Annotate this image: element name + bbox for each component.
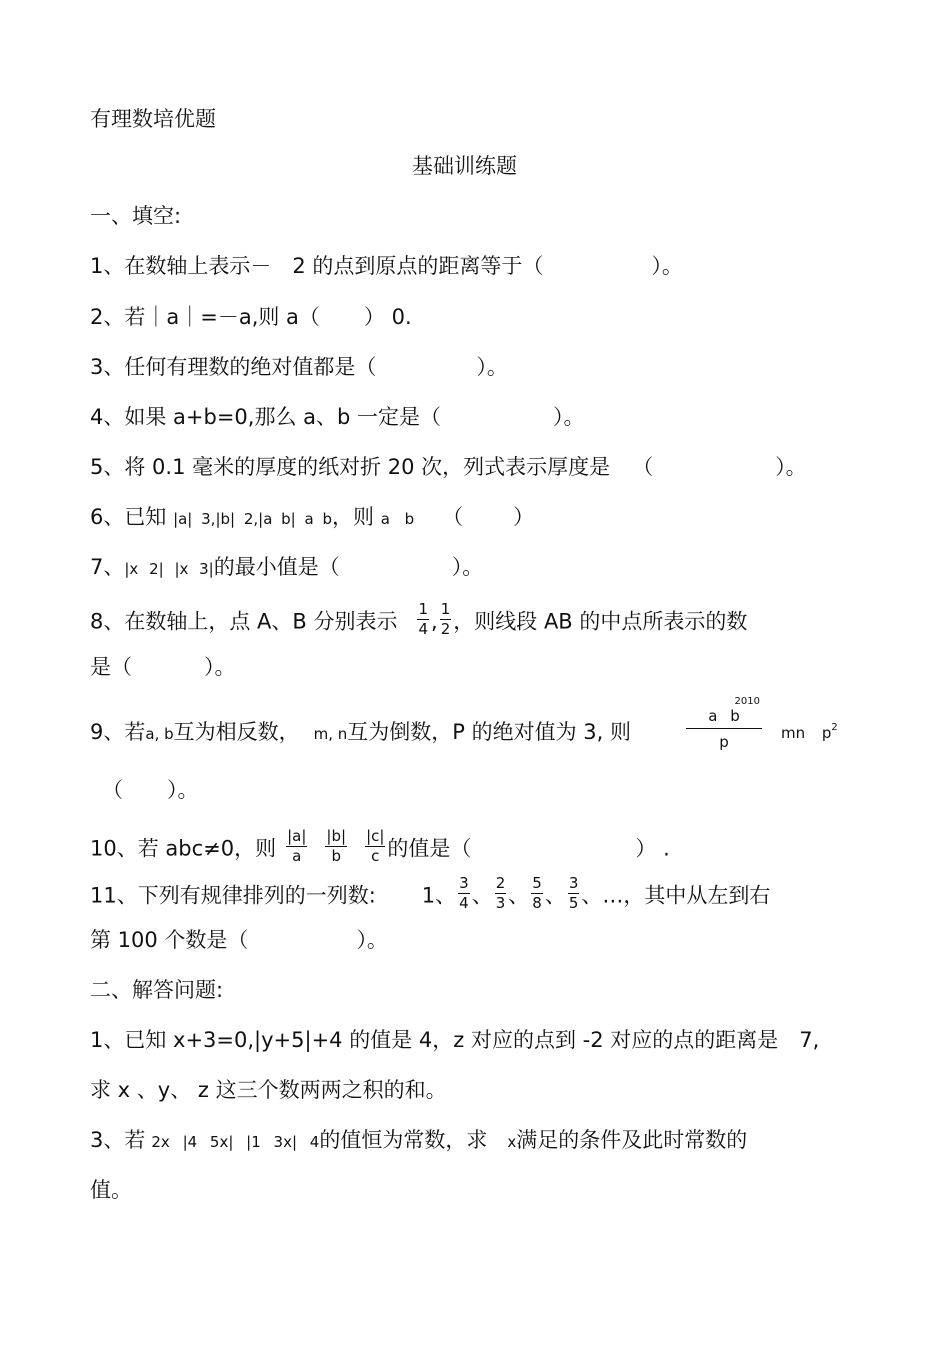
question-6-open: （ [442,505,464,529]
question-8-tail: ，则线段 AB 的中点所表示的数 [453,609,748,634]
question-10 [90,827,670,869]
fraction-abs-b-over-b: $\frac{|b|}{b}$ [326,827,347,865]
question-7-expr: |x 2| |x 3| [124,560,214,578]
fraction-abs-a-over-a: $\frac{|a|}{a}$ [287,827,307,865]
document-title: 有理数培优题 [90,107,216,131]
question-1 [90,253,683,279]
question-7-tail: 的最小值是（ [213,555,340,579]
fraction-three-fifths: $\frac{3}{5}$ [568,874,579,912]
question-9-t1: 互为相反数， [173,720,300,744]
separator: 、 [544,883,566,908]
problem-3-line1 [90,1127,747,1155]
question-6-expr2: a b [380,510,415,528]
question-9-line2 [102,777,199,803]
question-6-expr: |a| 3,|b| 2,|a b| a b [173,510,332,528]
question-5-open: （ [632,455,654,479]
question-11-line2 [90,927,388,953]
question-9-mn: m, n [313,725,348,743]
question-7 [90,554,483,582]
question-1-close: ）。 [651,254,683,278]
fraction-five-eighths: $\frac{5}{8}$ [532,874,542,912]
question-9-square: 2 [831,722,838,733]
question-9-tail: mn $p^2$ [781,722,838,742]
question-5 [90,454,807,480]
question-4-text: 4、如果 a+b=0,那么 a、b 一定是（ [90,405,442,429]
question-11-tail: 、…，其中从左到右 [581,883,771,908]
problem-3-lead: 3、若 [90,1128,146,1152]
problem-1-line1: 1、已知 x+3=0,|y+5|+4 的值是 4，z 对应的点到 -2 对应的点的距离是 7, [90,1028,820,1052]
question-4-close: ）。 [553,405,585,429]
question-8-lead: 8、在数轴上，点 A、B 分别表示 [90,609,398,634]
question-9 [90,719,631,747]
question-4 [90,404,585,430]
fraction-one-half: $\frac{1}{2}$ [440,600,451,638]
question-5-text: 5、将 0.1 毫米的厚度的纸对折 20 次，列式表示厚度是 [90,455,611,479]
problem-1-line2: 求 x 、y、 z 这三个数两两之积的和。 [90,1078,447,1102]
question-9-exponent: 2010 [734,696,760,707]
question-10-tail: 的值是（ [387,836,472,861]
problem-3-tail2: 满足的条件及此时常数的 [516,1128,748,1152]
section2-heading: 二、解答问题: [90,978,224,1002]
question-11-lead: 11、下列有规律排列的一列数: [90,883,376,908]
fraction-abs-c-over-c: $\frac{|c|}{c}$ [366,827,385,865]
question-10-lead: 10、若 abc≠0，则 [90,836,277,861]
question-11-line2-text: 第 100 个数是（ [90,928,249,952]
question-2 [90,304,412,330]
question-8-comma: , [431,609,438,634]
problem-3-line2: 值。 [90,1178,132,1202]
separator: 、 [508,883,530,908]
question-6-mid: ，则 [332,505,374,529]
question-2-text: 2、若｜a｜=－a,则 a（ [90,305,320,329]
question-9-denominator: p [719,733,729,751]
question-9-numerator: a b 2010 [686,704,762,729]
question-10-close: ） . [635,836,670,861]
question-9-t2: 互为倒数，P 的绝对值为 3, 则 [347,720,632,744]
question-5-close: ）。 [775,455,807,479]
question-3-text: 3、任何有理数的绝对值都是（ [90,355,377,379]
question-9-lead: 9、若 [90,720,146,744]
question-11-close: ）。 [356,928,388,952]
fraction-one-quarter: $\frac{1}{4}$ [418,600,429,638]
question-6-close: ） [513,505,535,529]
question-2-close: ） 0. [363,305,412,329]
problem-3-x: x [507,1133,517,1151]
fraction-three-quarters: $\frac{3}{4}$ [459,874,469,912]
question-3-close: ）。 [476,355,508,379]
question-6 [90,504,534,532]
problem-3-expr: 2x |4 5x| |1 3x| 4 [151,1133,320,1151]
question-8-line2-text: 是（ [90,655,132,679]
question-6-lead: 6、已知 [90,505,167,529]
question-8 [90,600,748,642]
question-11-first: 1、 [421,883,457,908]
question-11 [90,874,771,916]
question-9-open: （ [102,778,123,802]
section1-heading: 一、填空: [90,204,182,228]
section-subtitle: 基础训练题 [412,154,517,178]
question-3 [90,354,508,380]
question-9-close: ）。 [167,778,199,802]
question-8-line2 [90,654,236,680]
problem-3-tail: 的值恒为常数，求 [319,1128,488,1152]
question-9-fraction [686,696,762,755]
question-1-text: 1、在数轴上表示－ 2 的点到原点的距离等于（ [90,254,544,278]
separator: 、 [471,883,493,908]
fraction-two-thirds: $\frac{2}{3}$ [495,874,506,912]
question-8-close: ）。 [204,655,236,679]
question-7-lead: 7、 [90,555,125,579]
question-7-close: ）。 [451,555,484,579]
question-9-ab: a, b [145,725,174,743]
